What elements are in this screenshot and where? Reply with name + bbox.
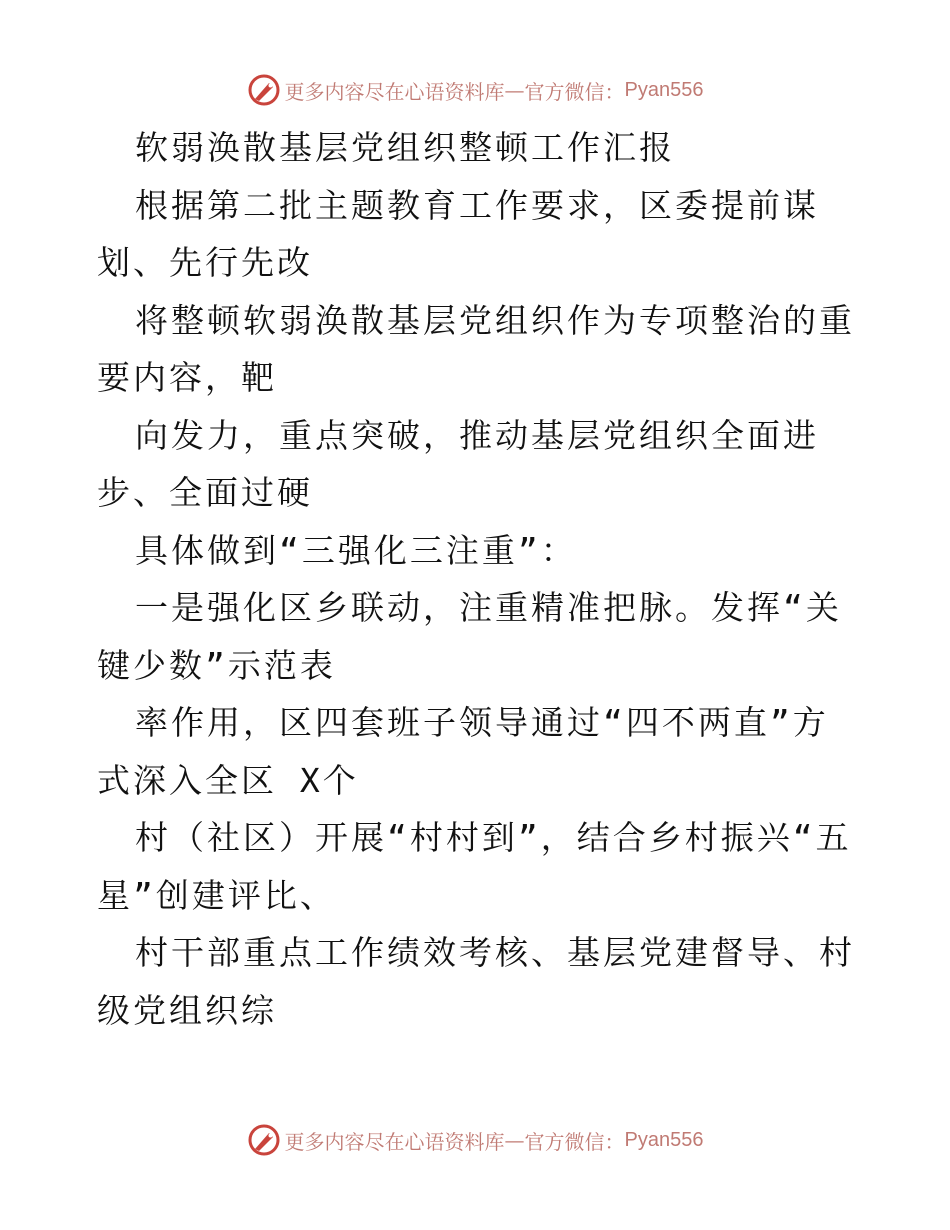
banner-dash: — (504, 1128, 525, 1152)
paragraph: 向发力，重点突破，推动基层党组织全面进步、全面过硬 (97, 415, 819, 512)
banner-wechat-id: Pyan556 (624, 1128, 704, 1151)
paragraph: 率作用，区四套班子领导通过“四不两直”方式深入全区 X个 (97, 703, 829, 800)
paragraph: 一是强化区乡联动，注重精准把脉。发挥“关键少数”示范表 (97, 588, 842, 685)
pen-nib-logo-icon (247, 73, 281, 107)
banner-wechat-label: 官方微信： (524, 1129, 625, 1154)
document-body (97, 119, 857, 1039)
banner-dash: — (504, 78, 525, 102)
paragraph: 将整顿软弱涣散基层党组织作为专项整治的重要内容，靶 (97, 300, 855, 397)
paragraph: 具体做到“三强化三注重”： (135, 530, 577, 570)
paragraph: 根据第二批主题教育工作要求，区委提前谋划、先行先改 (97, 185, 819, 282)
paragraph: 村（社区）开展“村村到”，结合乡村振兴“五星”创建评比、 (97, 818, 852, 915)
document-title: 软弱涣散基层党组织整顿工作汇报 (135, 128, 675, 167)
banner-wechat-id: Pyan556 (624, 78, 704, 101)
banner-slogan: 更多内容尽在心语资料库 (284, 1129, 505, 1154)
footer-watermark-banner (0, 1120, 950, 1160)
banner-slogan: 更多内容尽在心语资料库 (284, 79, 505, 104)
banner-wechat-label: 官方微信： (524, 79, 625, 104)
header-watermark-banner (0, 70, 950, 110)
paragraph: 村干部重点工作绩效考核、基层党建督导、村级党组织综 (97, 933, 855, 1030)
pen-nib-logo-icon (247, 1123, 281, 1157)
